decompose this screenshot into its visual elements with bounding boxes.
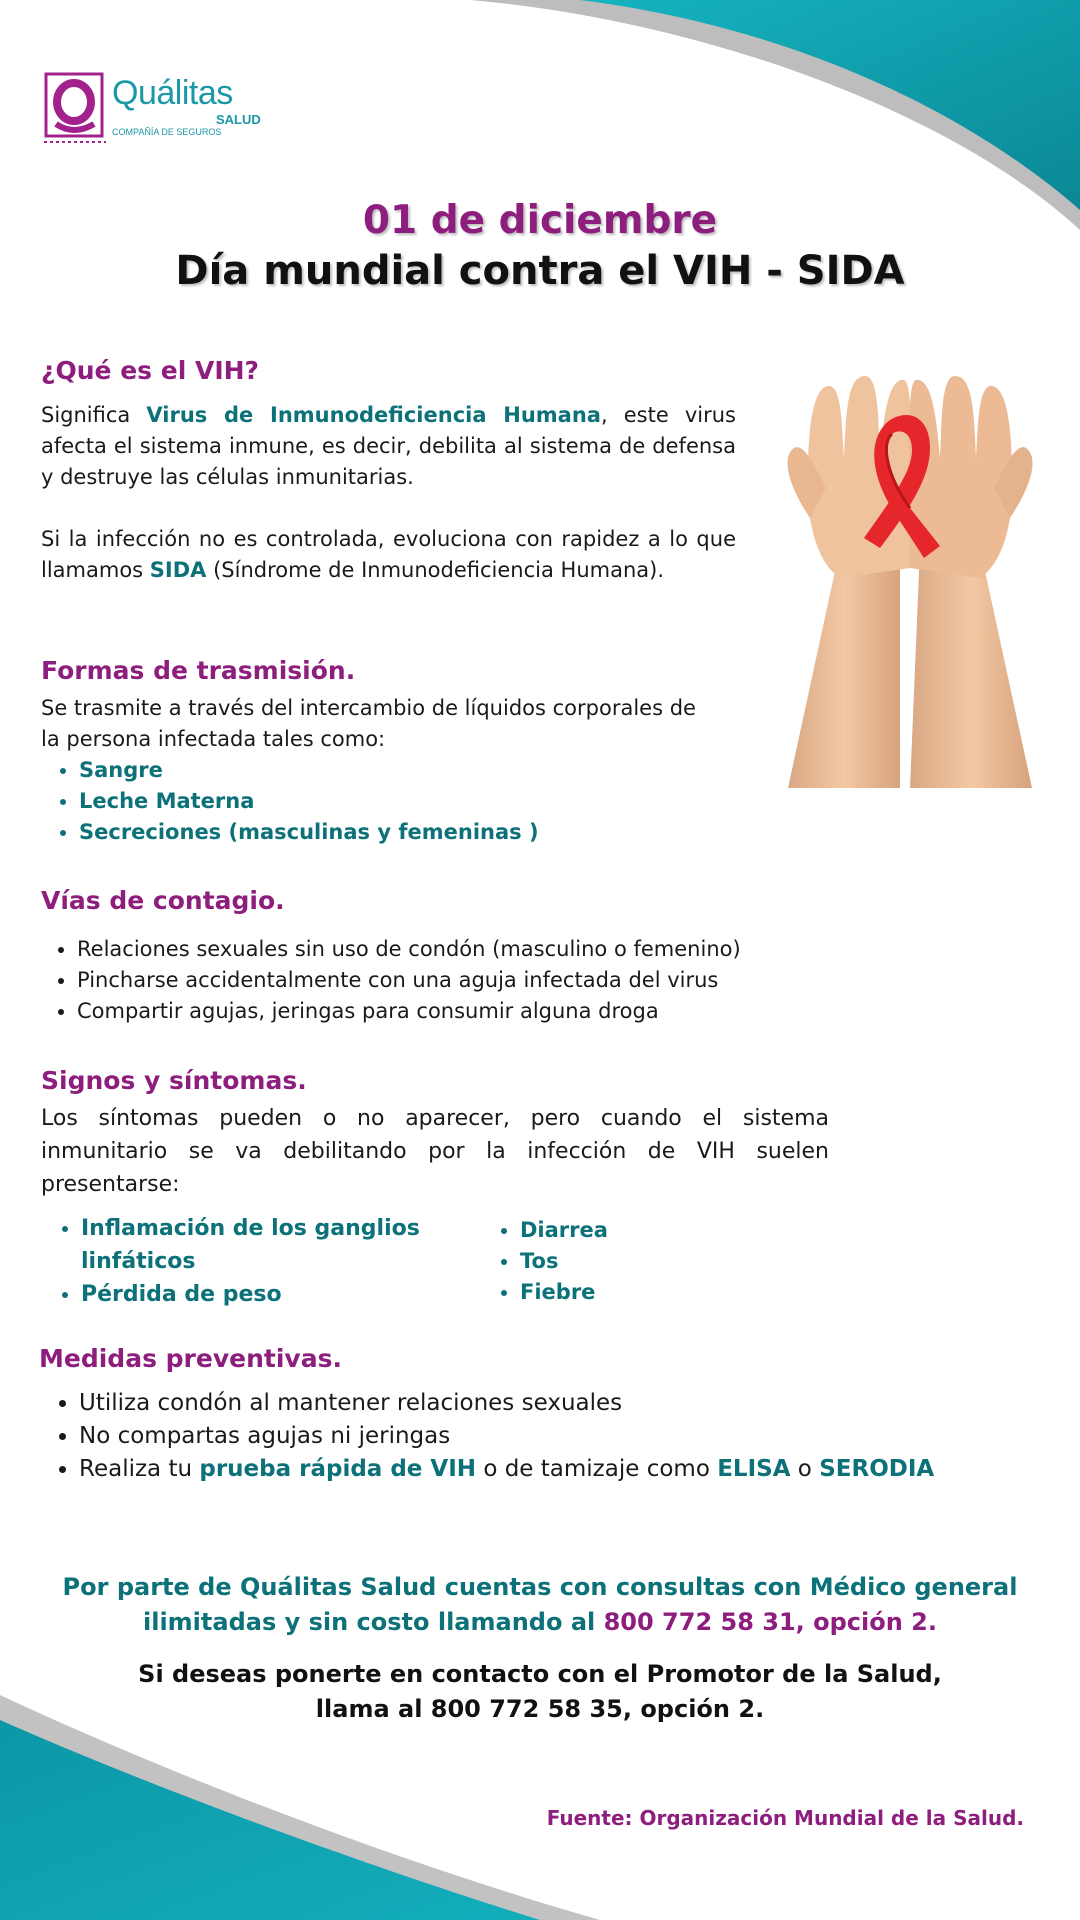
footer-contacto	[0, 1657, 1080, 1727]
text-span: Realiza tu	[79, 1456, 200, 1482]
medidas-list	[41, 1387, 934, 1486]
logo-tagline: COMPAÑÍA DE SEGUROS	[112, 127, 222, 137]
qualitas-q-icon	[44, 72, 106, 144]
list-item: • Diarrea	[520, 1215, 820, 1246]
signos-paragraph: Los síntomas pueden o no aparecer, pero cuando el sistema inmunitario se va debilitando por la infección de VIH suelen presentarse:	[41, 1106, 829, 1197]
text-span: Significa	[41, 403, 147, 427]
list-item: • No compartas agujas ni jeringas	[79, 1420, 934, 1453]
vias-list	[39, 934, 741, 1027]
footer-line-2	[0, 1605, 1080, 1640]
text-span: o	[790, 1456, 820, 1482]
text-span: , este virus afecta el sistema inmune, es decir, debilita al sistema de defensa y destruye las células inmunitarias.	[41, 403, 736, 489]
phone-number-medico: 800 772 58 31, opción 2.	[603, 1608, 937, 1636]
highlight-serodia: SERODIA	[819, 1456, 935, 1482]
footer-consultas	[0, 1570, 1080, 1640]
list-item: • Pérdida de peso	[81, 1278, 511, 1311]
highlight-vih: Virus de Inmunodeficiencia Humana	[146, 403, 601, 427]
text-span: Si la infección no es controlada, evoluciona con rapidez a lo que llamamos	[41, 527, 736, 582]
contact-line-1: Si deseas ponerte en contacto con el Promotor de la Salud,	[138, 1660, 942, 1688]
list-item: • Relaciones sexuales sin uso de condón (masculino o femenino)	[77, 934, 741, 965]
que-es-paragraph-2	[41, 524, 736, 586]
text-span: ilimitadas y sin costo llamando al	[142, 1608, 604, 1636]
logo-sub: SALUD	[216, 112, 261, 127]
signos-list-col2	[482, 1215, 820, 1308]
highlight-prueba: prueba rápida de VIH	[199, 1456, 477, 1482]
contact-line-2: llama al 800 772 58 35, opción 2.	[315, 1695, 765, 1723]
section-title-signos: Signos y síntomas.	[41, 1066, 307, 1095]
formas-list	[41, 755, 539, 848]
list-item: • Compartir agujas, jeringas para consumir alguna droga	[77, 996, 741, 1027]
list-item: • Inflamación de los ganglios linfáticos	[81, 1212, 511, 1278]
page-title: Día mundial contra el VIH - SIDA	[175, 248, 905, 294]
list-item: • Tos	[520, 1246, 820, 1277]
list-item: • Secreciones (masculinas y femeninas )	[79, 817, 539, 848]
footer-line-1: Por parte de Quálitas Salud cuentas con consultas con Médico general	[62, 1573, 1018, 1601]
list-item: • Leche Materna	[79, 786, 539, 817]
source-note: Fuente: Organización Mundial de la Salud.	[546, 1806, 1024, 1830]
section-title-que-es: ¿Qué es el VIH?	[41, 356, 260, 385]
hands-red-ribbon-illustration	[780, 368, 1040, 788]
list-item: • Sangre	[79, 755, 539, 786]
highlight-elisa: ELISA	[717, 1456, 791, 1482]
list-item	[79, 1453, 934, 1486]
formas-paragraph: Se trasmite a través del intercambio de líquidos corporales de la persona infectada tales como:	[41, 696, 696, 751]
list-item: • Fiebre	[520, 1277, 820, 1308]
highlight-sida: SIDA	[149, 558, 207, 582]
logo-brand: Quálitas	[112, 74, 233, 112]
section-title-formas: Formas de trasmisión.	[41, 656, 356, 685]
que-es-paragraph-1	[41, 400, 736, 493]
list-item: • Utiliza condón al mantener relaciones sexuales	[79, 1387, 934, 1420]
text-span: o de tamizaje como	[476, 1456, 718, 1482]
top-wave	[580, 0, 1080, 210]
section-title-vias: Vías de contagio.	[41, 886, 285, 915]
text-span: (Síndrome de Inmunodeficiencia Humana).	[206, 558, 665, 582]
qualitas-logo	[44, 72, 261, 144]
list-item: • Pincharse accidentalmente con una aguja infectada del virus	[77, 965, 741, 996]
header-date: 01 de diciembre	[362, 198, 718, 243]
signos-list-col1	[43, 1212, 511, 1311]
section-title-medidas: Medidas preventivas.	[39, 1344, 342, 1373]
